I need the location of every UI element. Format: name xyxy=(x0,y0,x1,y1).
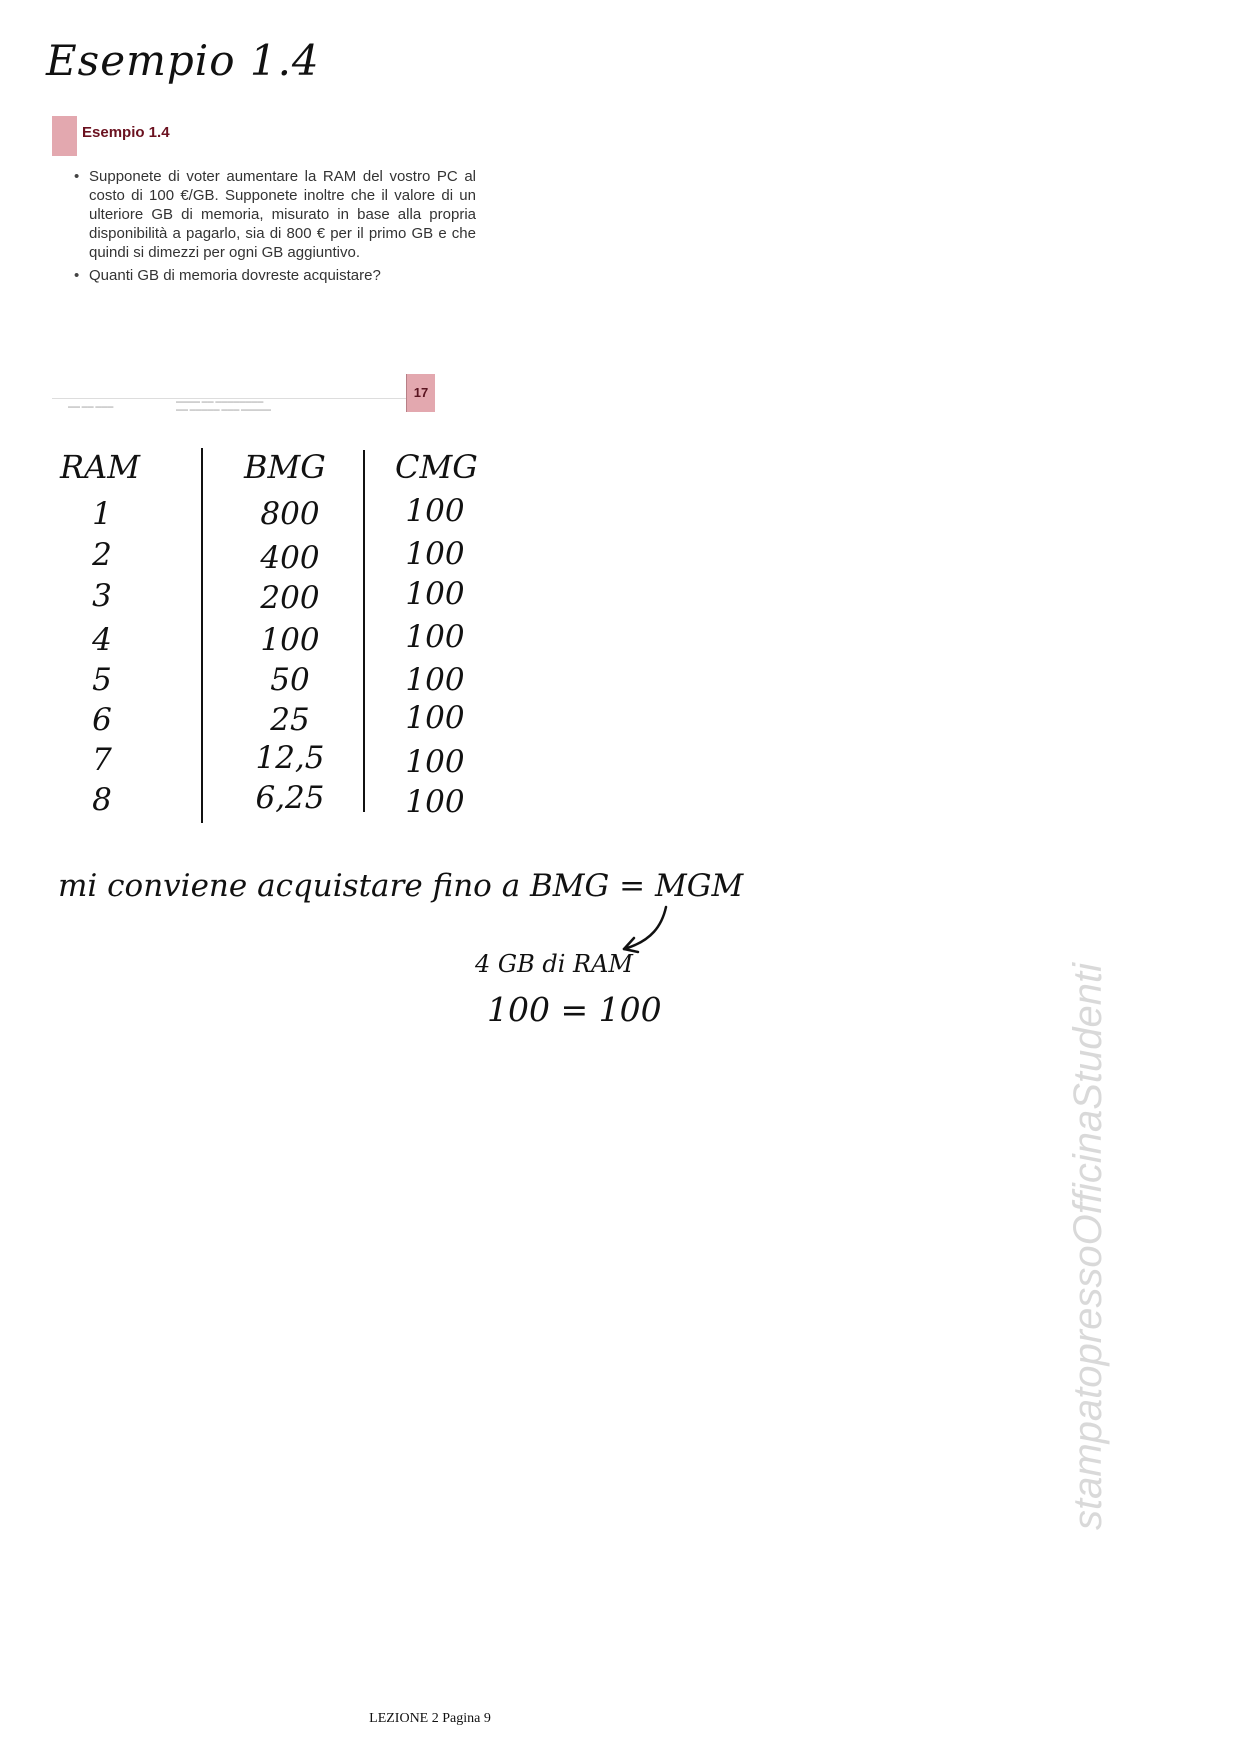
slide-bullet: • Quanti GB di memoria dovreste acquistare? xyxy=(74,266,476,285)
table-cell-cmg: 100 xyxy=(405,784,465,820)
table-cell-cmg: 100 xyxy=(405,700,465,736)
arrow-icon xyxy=(616,905,671,955)
slide-title-accent xyxy=(52,116,77,156)
table-cell-ram: 3 xyxy=(92,578,112,614)
table-cell-ram: 4 xyxy=(92,622,112,658)
table-cell-bmg: 100 xyxy=(260,622,320,658)
table-cell-cmg: 100 xyxy=(405,536,465,572)
table-cell-ram: 7 xyxy=(92,742,112,778)
table-cell-ram: 8 xyxy=(92,782,112,818)
table-cell-bmg: 400 xyxy=(260,540,320,576)
slide-bullet: • Supponete di voter aumentare la RAM del vostro PC al costo di 100 €/GB. Supponete inoltre che il valore di un ulteriore GB di memoria, misurato in base alla propria disponibilità a pagarlo, sia di 800 € per il primo GB e che quindi si dimezzi per ogni GB aggiuntivo. xyxy=(74,167,476,262)
table-column-divider xyxy=(201,448,203,823)
table-cell-ram: 2 xyxy=(92,537,112,573)
table-cell-cmg: 100 xyxy=(405,744,465,780)
table-cell-bmg: 12,5 xyxy=(255,740,325,776)
slide-title: Esempio 1.4 xyxy=(82,124,170,141)
table-cell-ram: 1 xyxy=(92,496,112,532)
slide-bullet-list xyxy=(74,167,476,289)
table-cell-cmg: 100 xyxy=(405,493,465,529)
handwritten-equation: 100 = 100 xyxy=(487,990,662,1029)
table-header-ram: RAM xyxy=(60,448,140,486)
table-cell-bmg: 25 xyxy=(270,702,310,738)
handwritten-annotation: 4 GB di RAM xyxy=(475,950,633,978)
page-footer: LEZIONE 2 Pagina 9 xyxy=(369,1711,491,1726)
table-cell-bmg: 200 xyxy=(260,580,320,616)
table-cell-cmg: 100 xyxy=(405,662,465,698)
table-header-cmg: CMG xyxy=(395,448,478,486)
table-cell-bmg: 800 xyxy=(260,496,320,532)
embedded-slide xyxy=(46,112,476,415)
table-header-bmg: BMG xyxy=(244,448,326,486)
table-cell-ram: 6 xyxy=(92,702,112,738)
slide-page-number-box xyxy=(406,374,435,412)
slide-footer-author-faint: ▬▬ ▬▬ ▬▬▬ xyxy=(68,404,114,410)
table-column-divider xyxy=(363,450,365,812)
table-cell-bmg: 50 xyxy=(270,662,310,698)
slide-footer-course-faint: ▬▬▬▬ ▬▬ ▬▬▬▬▬▬▬▬ ▬▬ ▬▬▬▬▬ ▬▬▬ ▬▬▬▬▬ xyxy=(176,399,272,413)
table-cell-cmg: 100 xyxy=(405,619,465,655)
table-cell-ram: 5 xyxy=(92,662,112,698)
handwritten-conclusion: mi conviene acquistare fino a BMG = MGM xyxy=(58,868,744,904)
handwritten-title: Esempio 1.4 xyxy=(46,36,320,85)
table-cell-cmg: 100 xyxy=(405,576,465,612)
slide-page-number: 17 xyxy=(413,385,429,400)
watermark: stampatopressoOfficinaStudenti xyxy=(1066,963,1110,1530)
table-cell-bmg: 6,25 xyxy=(255,780,325,816)
